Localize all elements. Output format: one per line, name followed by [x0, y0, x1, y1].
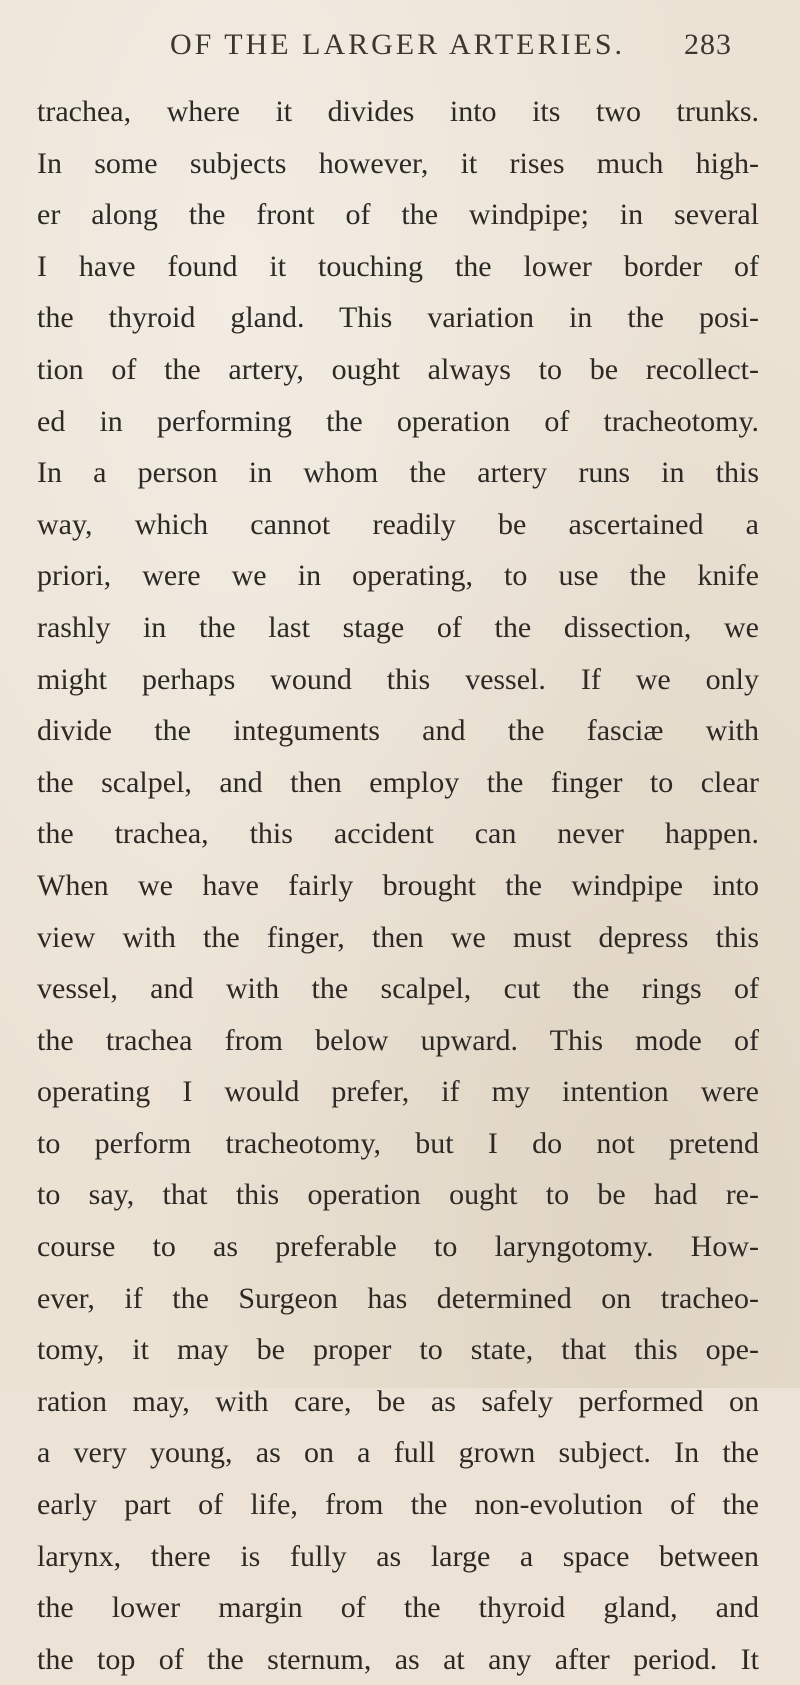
text-line: operating I would prefer, if my intention were [37, 1075, 759, 1109]
text-line: a very young, as on a full grown subject. In the [37, 1436, 759, 1470]
text-line: ever, if the Surgeon has determined on tracheo- [37, 1281, 759, 1315]
text-line: the lower margin of the thyroid gland, and [37, 1591, 759, 1625]
text-line: the trachea, this accident can never happen. [37, 817, 759, 851]
text-line: vessel, and with the scalpel, cut the rings of [37, 972, 759, 1006]
text-line: ration may, with care, be as safely performed on [37, 1384, 759, 1418]
text-line: the trachea from below upward. This mode of [37, 1023, 759, 1057]
text-line: the top of the sternum, as at any after period. It [37, 1642, 759, 1676]
text-line: might perhaps wound this vessel. If we only [37, 662, 759, 696]
text-line: I have found it touching the lower border of [37, 249, 759, 283]
text-line: way, which cannot readily be ascertained a [37, 507, 759, 541]
text-line: view with the finger, then we must depress this [37, 920, 759, 954]
text-line: larynx, there is fully as large a space between [37, 1539, 759, 1573]
text-line: er along the front of the windpipe; in several [37, 198, 759, 232]
text-line: rashly in the last stage of the dissection, we [37, 610, 759, 644]
text-line: course to as preferable to laryngotomy. How- [37, 1230, 759, 1264]
text-line: trachea, where it divides into its two trunks. [37, 95, 759, 128]
text-line: the thyroid gland. This variation in the posi- [37, 301, 759, 335]
body-text [37, 86, 759, 1685]
text-line: ed in performing the operation of tracheotomy. [37, 404, 759, 438]
running-head: OF THE LARGER ARTERIES. [170, 28, 626, 61]
page-number: 283 [684, 28, 732, 61]
text-line: tomy, it may be proper to state, that this ope- [37, 1333, 759, 1367]
text-line: When we have fairly brought the windpipe into [37, 868, 759, 902]
page-header [0, 28, 800, 76]
text-line: early part of life, from the non-evolution of the [37, 1488, 759, 1522]
text-line: the scalpel, and then employ the finger to clear [37, 765, 759, 799]
text-line: In a person in whom the artery runs in this [37, 456, 759, 490]
text-line: tion of the artery, ought always to be recollect- [37, 352, 759, 386]
text-line: to say, that this operation ought to be had re- [37, 1178, 759, 1212]
text-line: In some subjects however, it rises much high- [37, 146, 759, 180]
text-line: divide the integuments and the fasciæ with [37, 714, 759, 748]
text-line: priori, were we in operating, to use the knife [37, 559, 759, 593]
text-line: to perform tracheotomy, but I do not pretend [37, 1126, 759, 1160]
